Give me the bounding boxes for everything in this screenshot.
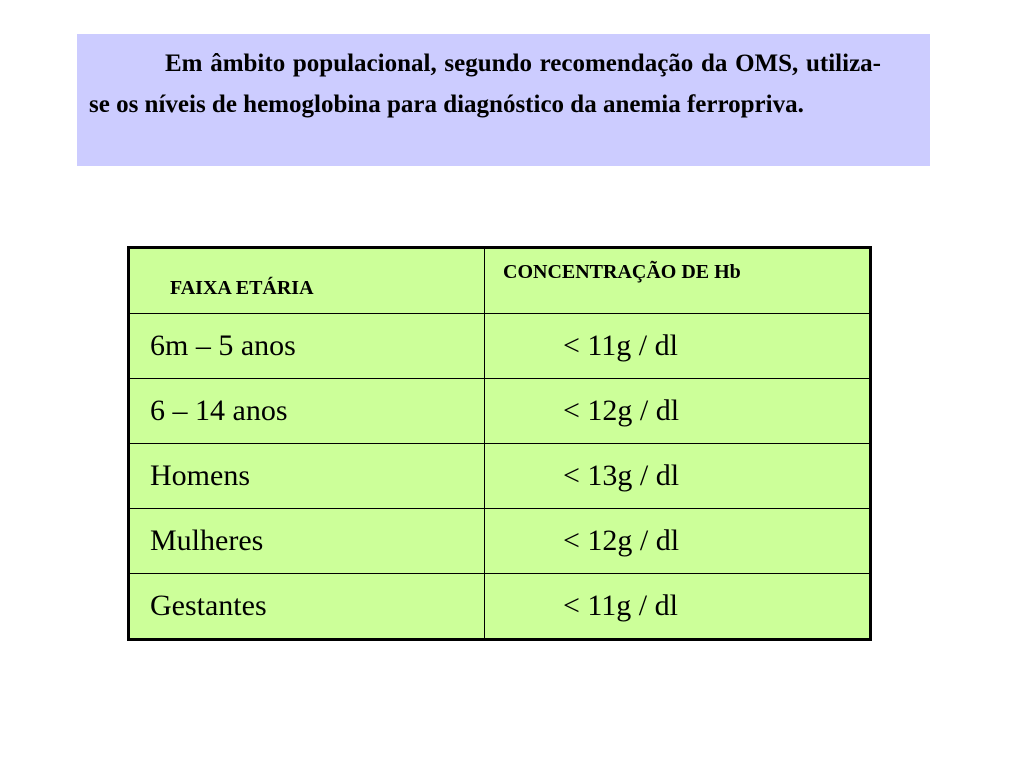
hb-threshold-cell: < 11g / dl — [485, 574, 871, 640]
age-group-cell: Mulheres — [129, 509, 485, 574]
hb-threshold-cell: < 12g / dl — [485, 379, 871, 444]
table-row — [129, 574, 871, 640]
hb-threshold-cell: < 12g / dl — [485, 509, 871, 574]
table-row — [129, 314, 871, 379]
header-age-group — [129, 248, 485, 314]
table-row — [129, 379, 871, 444]
header-hb-concentration — [485, 248, 871, 314]
table-header-row — [129, 248, 871, 314]
intro-box — [77, 34, 930, 166]
age-group-cell: 6m – 5 anos — [129, 314, 485, 379]
age-group-cell: Gestantes — [129, 574, 485, 640]
age-group-cell: 6 – 14 anos — [129, 379, 485, 444]
intro-paragraph: Em âmbito populacional, segundo recomendação da OMS, utiliza-se os níveis de hemoglobina para diagnóstico da anemia ferropriva. — [89, 50, 881, 118]
hb-threshold-cell: < 11g / dl — [485, 314, 871, 379]
hb-threshold-cell: < 13g / dl — [485, 444, 871, 509]
header-hb-concentration-label: CONCENTRAÇÃO DE Hb — [503, 261, 741, 283]
hemoglobin-table — [127, 246, 872, 641]
table-row — [129, 444, 871, 509]
table-row — [129, 509, 871, 574]
age-group-cell: Homens — [129, 444, 485, 509]
header-age-group-label: FAIXA ETÁRIA — [170, 276, 314, 299]
